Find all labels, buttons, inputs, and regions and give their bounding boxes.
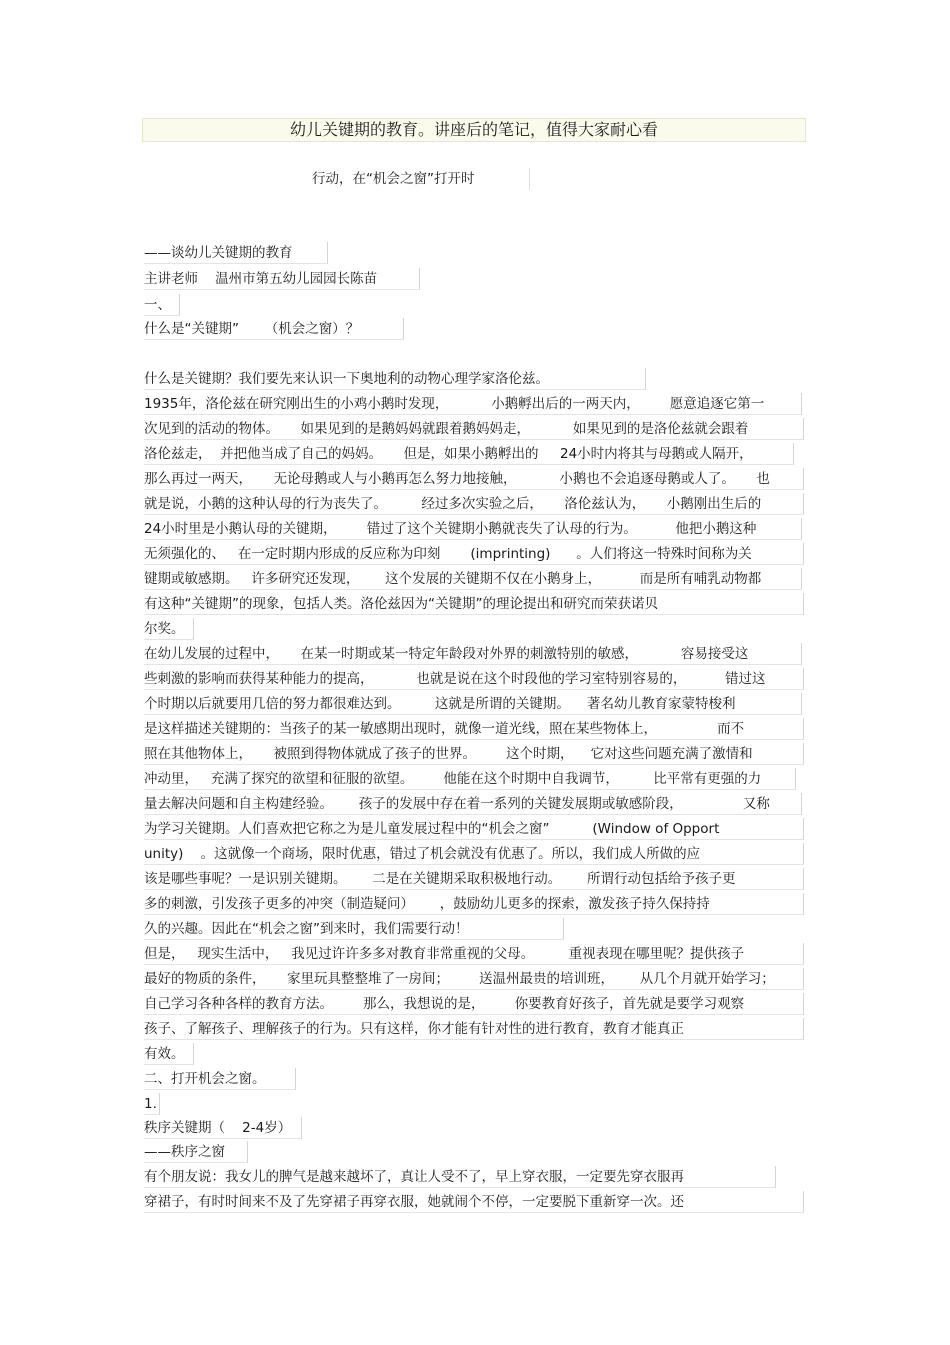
paragraph-line: 冲动里， 充满了探究的欲望和征服的欲望。 他能在这个时期中自我调节， 比平常有更强的力 — [144, 768, 796, 790]
paragraph-line: 是这样描述关键期的：当孩子的某一敏感期出现时，就像一道光线，照在某些物体上， 而不 — [144, 718, 804, 740]
paragraph-line: 次见到的活动的物体。 如果见到的是鹅妈妈就跟着鹅妈妈走， 如果见到的是洛伦兹就会跟着 — [144, 418, 804, 440]
paragraph-line: 些刺激的影响而获得某种能力的提高， 也就是说在这个时段他的学习室特别容易的， 错过这 — [144, 668, 804, 690]
paragraph-line: 久的兴趣。因此在“机会之窗”到来时，我们需要行动！ — [144, 918, 564, 940]
talk-subtitle: ——谈幼儿关键期的教育 — [144, 242, 328, 264]
paragraph-line: 但是， 现实生活中， 我见过许许多多对教育非常重视的父母。 重视表现在哪里呢？提供孩子 — [144, 943, 804, 965]
paragraph-line: 个时期以后就要用几倍的努力都很难达到。 这就是所谓的关键期。 著名幼儿教育家蒙特梭利 — [144, 693, 802, 715]
paragraph-line: 什么是关键期？我们要先来认识一下奥地利的动物心理学家洛伦兹。 — [144, 368, 646, 390]
subsection-title: 秩序关键期（ 2-4岁） — [144, 1117, 302, 1139]
paragraph-line: unity) 。这就像一个商场，限时优惠，错过了机会就没有优惠了。所以，我们成人所做的应 — [144, 843, 804, 865]
subsection-number: 1. — [144, 1093, 160, 1115]
paragraph-line: 那么再过一两天， 无论母鹅或人与小鹅再怎么努力地接触， 小鹅也不会追逐母鹅或人了。 也 — [144, 468, 804, 490]
paragraph-line: 无须强化的、 在一定时期内形成的反应称为印刻 (imprinting) 。人们将这一特殊时间称为关 — [144, 543, 804, 565]
paragraph-line: 多的刺激，引发孩子更多的冲突（制造疑问） ，鼓励幼儿更多的探索，激发孩子持久保持持 — [144, 893, 804, 915]
paragraph-line: 为学习关键期。人们喜欢把它称之为是儿童发展过程中的“机会之窗” (Window of Opport — [144, 818, 804, 840]
paragraph-line: 照在其他物体上， 被照到得物体就成了孩子的世界。 这个时期， 它对这些问题充满了激情和 — [144, 743, 804, 765]
paragraph-line: 量去解决问题和自主构建经验。 孩子的发展中存在着一系列的关键发展期或敏感阶段， 又称 — [144, 793, 802, 815]
paragraph-line: 有这种“关键期”的现象，包括人类。洛伦兹因为“关键期”的理论提出和研究而荣获诺贝 — [144, 593, 804, 615]
document-title: 幼儿关键期的教育。讲座后的笔记，值得大家耐心看 — [142, 118, 806, 142]
paragraph-line: 有个朋友说：我女儿的脾气是越来越坏了，真让人受不了，早上穿衣服，一定要先穿衣服再 — [144, 1166, 776, 1188]
paragraph-line: 洛伦兹走， 并把他当成了自己的妈妈。 但是，如果小鹅孵出的 24小时内将其与母鹅或人隔开， — [144, 443, 794, 465]
paragraph-line: 键期或敏感期。 许多研究还发现， 这个发展的关键期不仅在小鹅身上， 而是所有哺乳动物都 — [144, 568, 802, 590]
paragraph-line: 该是哪些事呢？一是识别关键期。 二是在关键期采取积极地行动。 所谓行动包括给予孩子更 — [144, 868, 804, 890]
speaker-line: 主讲老师 温州市第五幼儿园园长陈苗 — [144, 268, 420, 290]
section-heading-1: 一、 — [144, 294, 180, 316]
paragraph-line: 穿裙子，有时时间来不及了先穿裙子再穿衣服，她就闹个不停，一定要脱下重新穿一次。还 — [144, 1191, 804, 1213]
paragraph-line: 孩子、了解孩子、理解孩子的行为。只有这样，你才能有针对性的进行教育，教育才能真正 — [144, 1018, 804, 1040]
document-subtitle: 行动，在“机会之窗”打开时 — [312, 168, 530, 190]
subsection-subtitle: ——秩序之窗 — [144, 1141, 248, 1163]
paragraph-line: 24小时里是小鹅认母的关键期， 错过了这个关键期小鹅就丧失了认母的行为。 他把小鹅这种 — [144, 518, 802, 540]
paragraph-line: 最好的物质的条件， 家里玩具整整堆了一房间； 送温州最贵的培训班， 从几个月就开始学习； — [144, 968, 804, 990]
section-heading-2: 二、打开机会之窗。 — [144, 1068, 296, 1090]
paragraph-line: 1935年，洛伦兹在研究刚出生的小鸡小鹅时发现， 小鹅孵出后的一两天内， 愿意追逐它第一 — [144, 393, 802, 415]
section-heading-1-title: 什么是“关键期” （机会之窗）？ — [144, 318, 404, 340]
paragraph-line: 尔奖。 — [144, 618, 194, 640]
paragraph-line: 在幼儿发展的过程中， 在某一时期或某一特定年龄段对外界的刺激特别的敏感， 容易接受这 — [144, 643, 802, 665]
paragraph-line: 就是说，小鹅的这种认母的行为丧失了。 经过多次实验之后， 洛伦兹认为， 小鹅刚出生后的 — [144, 493, 804, 515]
paragraph-line: 有效。 — [144, 1043, 194, 1065]
paragraph-line: 自己学习各种各样的教育方法。 那么，我想说的是， 你要教育好孩子，首先就是要学习观察 — [144, 993, 804, 1015]
